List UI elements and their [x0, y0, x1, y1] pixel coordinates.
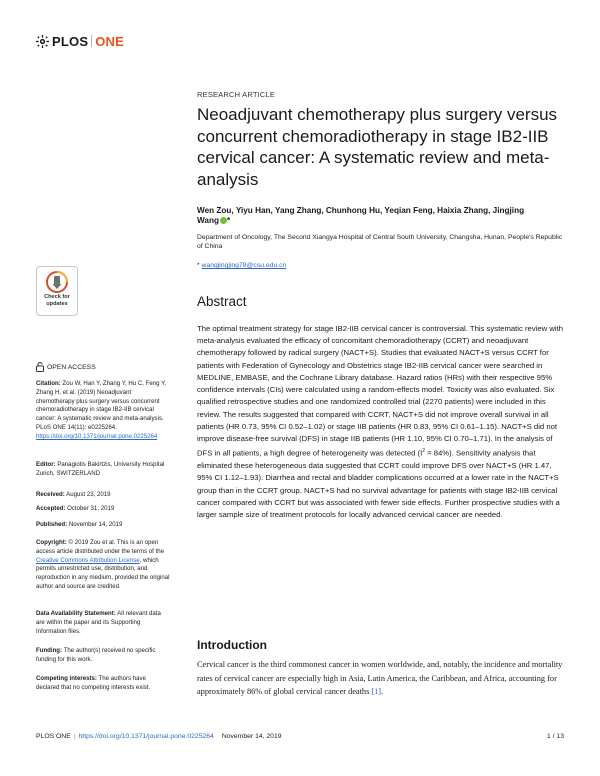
- abstract-text-2: = 84%). Sensitivity analysis that eliminated these heterogeneous data suggested that CCRT could improve DFS over NACT+S (HR 1.47, 95% CI 1.12–1.93). Diarrhea and rectal and bladder complications occurred at a lower rate in the NACT+S group than in the CCRT group. NACT+S had no survival advantage for patients with stage IB2-IIB cervical cancer compared with CCRT but was associated with fewer side effects. Further prospective studies with a larger sample size of treatment protocols for locally advanced cervical cancer are needed.: [197, 448, 560, 520]
- check-updates-line1: Check for: [44, 294, 70, 300]
- received-text: August 23, 2019: [66, 491, 111, 498]
- citation-block: [36, 380, 171, 442]
- footer-separator: |: [73, 733, 76, 740]
- logo-one-text: ONE: [95, 33, 124, 49]
- license-link[interactable]: Creative Commons Attribution License: [36, 556, 140, 564]
- article-type: RESEARCH ARTICLE: [197, 90, 276, 99]
- abstract-body: [197, 323, 565, 521]
- citation-text: Zou W, Han Y, Zhang Y, Hu C, Feng Y, Zhang H, et al. (2019) Neoadjuvant chemotherapy plus surgery versus concurrent chemoradiotherapy in stage IB2-IIB cervical cancer: A systematic review and meta-analysis. PLoS ONE 14(11): e0225264.: [36, 380, 167, 431]
- abstract-text-1: The optimal treatment strategy for stage IB2-IIB cervical cancer is controversial. This systematic review with meta-analysis evaluated the efficacy of concomitant chemoradiotherapy (CCRT) and neoadjuvant chemotherapy followed by radical surgery (NACT+S). Studies that evaluated NACT+S versus CCRT for patients with Federation of Gynecology and Obstetrics stage IB2-IIB cervical cancer were searched in MEDLINE, EMBASE, and the Cochrane Library database. Hazard ratios (HRs) with their respective 95% confidence intervals (CIs) were calculated using a random-effects model. Toxicity was also evaluated. Six qualified retrospective studies and one randomized controlled trial (2270 patients) were included in this review. The results suggested that compared with CCRT, NACT+S did not improve overall survival in all patients (HR 0.73, 95% CI 0.52–1.02) or stage IIB patients (HR 0.83, 95% CI 0.61–1.15). NACT+S did not improve disease-free survival (DFS) in stage IIB patients (HR 1.10, 95% CI 0.70–1.71). In the analysis of DFS in all patients, a high degree of heterogeneity was detected (I: [197, 324, 564, 458]
- received-label: Received:: [36, 491, 65, 498]
- page-number: 1 / 13: [546, 733, 564, 740]
- citation-label: Citation:: [36, 380, 61, 387]
- corresponding-mark: *: [226, 216, 231, 226]
- editor-label: Editor:: [36, 461, 56, 468]
- copyright-text-2: , which permits unrestricted use, distribution, and reproduction in any medium, provided the original author and source are credited.: [36, 556, 170, 590]
- published-label: Published:: [36, 521, 68, 528]
- competing-interests-block: [36, 675, 171, 693]
- copyright-label: Copyright:: [36, 539, 67, 546]
- author-names: Wen Zou, Yiyu Han, Yang Zhang, Chunhong Hu, Yeqian Feng, Haixia Zhang, Jingjing Wang: [197, 206, 525, 226]
- open-access-text: OPEN ACCESS: [47, 363, 96, 371]
- footer-doi-link[interactable]: https://doi.org/10.1371/journal.pone.0225264: [78, 733, 214, 740]
- plos-logo-icon: [36, 35, 49, 48]
- citation-doi-link[interactable]: https://doi.org/10.1371/journal.pone.0225264: [36, 432, 158, 440]
- published-date: [36, 521, 171, 530]
- abstract-heading: Abstract: [197, 294, 247, 309]
- accepted-text: October 31, 2019: [67, 505, 115, 512]
- open-access-label: [36, 362, 96, 372]
- data-availability-block: [36, 610, 171, 636]
- funding-text: The author(s) received no specific funding for this work.: [36, 647, 156, 663]
- correspondence: [197, 262, 286, 269]
- article-title: Neoadjuvant chemotherapy plus surgery versus concurrent chemoradiotherapy in stage IB2-IIB cervical cancer: A systematic review and meta-analysis: [197, 105, 558, 189]
- copyright-block: [36, 539, 171, 592]
- introduction-body: [197, 658, 565, 699]
- editor-text: Panagiotis Bakirtzis, University Hospital Zurich, SWITZERLAND: [36, 461, 165, 477]
- funding-block: [36, 647, 171, 665]
- competing-interests-text: The authors have declared that no competing interests exist.: [36, 675, 151, 691]
- accepted-label: Accepted:: [36, 505, 66, 512]
- correspondence-email-link[interactable]: wangjingjing78@csu.edu.cn: [201, 262, 287, 269]
- check-updates-label: [44, 294, 70, 308]
- introduction-text: Cervical cancer is the third commonest cancer in women worldwide, and, notably, the incidence and mortality rates of cervical cancer are especially high in Asia, Latin America, the Caribbean, and Africa, accounting for approximately 86% of global cervical cancer deaths: [197, 660, 563, 696]
- check-updates-line2: updates: [46, 300, 68, 307]
- logo-divider: [91, 35, 92, 47]
- introduction-heading: Introduction: [197, 638, 267, 652]
- data-availability-text: All relevant data are within the paper and its Supporting Information files.: [36, 610, 161, 635]
- competing-interests-label: Competing interests:: [36, 675, 97, 682]
- affiliation: Department of Oncology, The Second Xiangya Hospital of Central South University, Changsha, Hunan, People's Republic of China: [197, 234, 563, 251]
- editor-block: [36, 461, 171, 479]
- received-date: [36, 491, 171, 500]
- open-lock-icon: [36, 362, 44, 372]
- footer-date: November 14, 2019: [221, 733, 282, 740]
- accepted-date: [36, 505, 171, 514]
- plos-one-logo[interactable]: [36, 34, 124, 48]
- introduction-end: .: [381, 687, 384, 696]
- abstract-superscript: 2: [422, 448, 425, 455]
- check-for-updates-badge[interactable]: [36, 266, 78, 316]
- published-text: November 14, 2019: [68, 521, 123, 528]
- check-updates-icon: [46, 271, 68, 293]
- reference-link[interactable]: [1]: [371, 687, 382, 696]
- footer-journal: PLOS ONE: [36, 733, 71, 740]
- copyright-text-1: © 2019 Zou et al. This is an open access article distributed under the terms of the: [36, 539, 165, 555]
- page-footer: [36, 733, 564, 740]
- data-availability-label: Data Availability Statement:: [36, 610, 116, 617]
- funding-label: Funding:: [36, 647, 63, 654]
- correspondence-mark: *: [197, 262, 200, 269]
- orcid-icon[interactable]: [220, 217, 227, 224]
- author-list: [197, 206, 537, 227]
- logo-plos-text: PLOS: [52, 33, 89, 49]
